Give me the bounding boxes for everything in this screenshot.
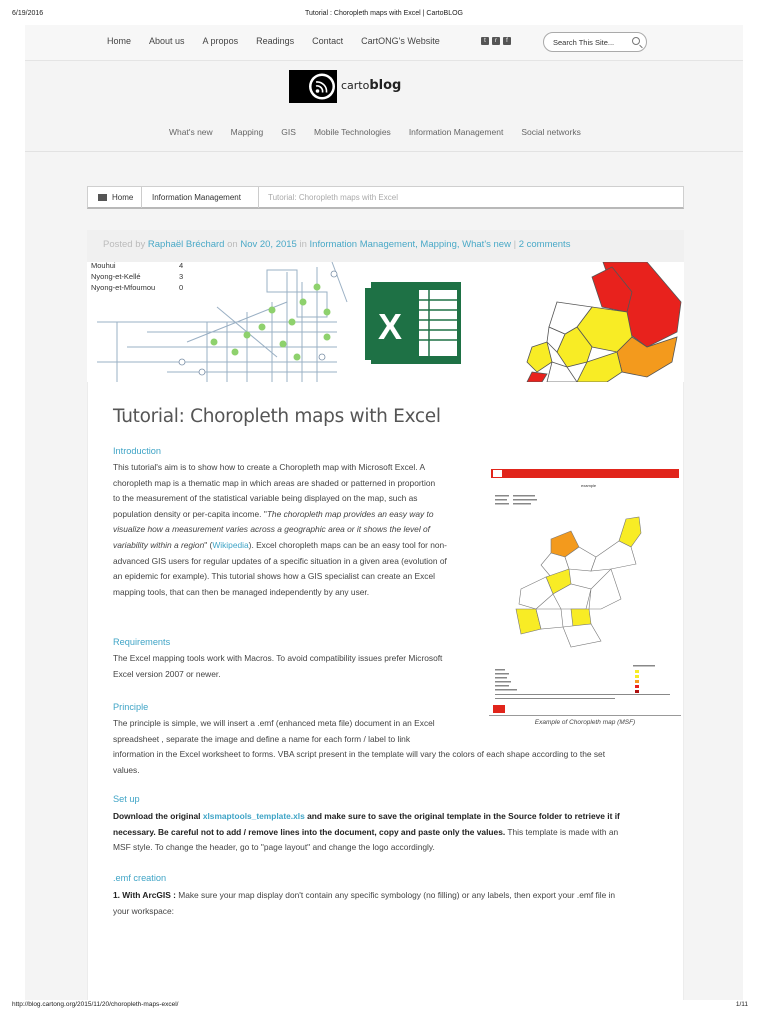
rss-icon[interactable]: r xyxy=(492,37,500,45)
setup-paragraph xyxy=(113,809,673,856)
meta-in: in xyxy=(299,239,307,250)
intro-wiki-open: " ( xyxy=(204,539,213,550)
excel-letter: X xyxy=(378,306,403,347)
search-placeholder: Search This Site... xyxy=(553,38,615,47)
featured-image-banner xyxy=(87,262,684,382)
intro-quote: The choropleth map provides an easy way to xyxy=(266,508,434,519)
principle-paragraph xyxy=(113,716,673,778)
banner-table-value: 4 xyxy=(179,262,184,270)
meta-comments-link[interactable]: 2 comments xyxy=(518,239,571,250)
intro-line: mapping tools, that can then be managed independently by any user. xyxy=(113,586,370,597)
breadcrumb xyxy=(87,186,684,209)
section-heading-setup: Set up xyxy=(113,794,140,804)
figure-choropleth-example xyxy=(491,469,679,726)
site-page xyxy=(25,25,743,1000)
template-download-link[interactable]: xlsmaptools_template.xls xyxy=(202,811,305,821)
banner-table-name: Nyong-et-Kellé xyxy=(91,272,141,281)
emf-paragraph xyxy=(113,888,673,919)
figure-map-image xyxy=(491,469,679,715)
intro-line: choropleth map is a thematic map in which areas are shaded or patterned in proportion xyxy=(113,477,436,488)
banner-table-name: Nyong-et-Mfoumou xyxy=(91,283,156,292)
meta-author-link[interactable]: Raphaël Bréchard xyxy=(147,239,225,250)
figure-map-title: example xyxy=(581,483,597,488)
top-menu-item-cartong-website[interactable]: CartONG's Website xyxy=(361,36,440,46)
meta-categories-link[interactable]: Information Management, Mapping, What's new xyxy=(309,239,511,250)
social-icons xyxy=(481,37,511,45)
logo-prefix: carto xyxy=(341,79,370,92)
home-icon[interactable] xyxy=(98,194,107,201)
excel-logo-icon xyxy=(365,282,461,364)
breadcrumb-separator xyxy=(141,187,142,208)
principle-line: information in the Excel worksheet to forms. VBA script present in the template will vary the colors of each shape according to the set xyxy=(113,749,606,760)
intro-after-wiki: ). Excel choropleth maps can be an easy tool for non- xyxy=(248,539,447,550)
setup-bold-text: Download the original xyxy=(113,811,203,821)
category-item-mapping[interactable]: Mapping xyxy=(230,127,264,137)
requirements-line: The Excel mapping tools work with Macros. To avoid compatibility issues prefer Microsoft xyxy=(113,653,443,663)
emf-text: your workspace: xyxy=(113,905,174,916)
section-heading-emf-creation: .emf creation xyxy=(113,873,167,883)
cartoblog-logo[interactable] xyxy=(289,70,401,103)
breadcrumb-home[interactable]: Home xyxy=(112,193,134,202)
banner-table-value: 3 xyxy=(179,272,184,281)
print-header xyxy=(12,10,756,22)
intro-quote-line: visualize how a measurement varies across a geographic area or it shows the level of xyxy=(113,524,431,535)
intro-line: an epidemic for example). This tutorial shows how a GIS specialist can create an Excel xyxy=(113,571,435,582)
logo-wordmark xyxy=(341,78,401,93)
search-input[interactable] xyxy=(543,32,647,52)
meta-on: on xyxy=(227,239,238,250)
breadcrumb-category[interactable]: Information Management xyxy=(152,193,241,202)
logo-rss-icon xyxy=(289,70,337,103)
principle-line: values. xyxy=(113,764,140,775)
principle-line: The principle is simple, we will insert a .emf (enhanced meta file) document in an Excel xyxy=(113,718,435,728)
top-menu xyxy=(107,36,458,46)
category-item-information-management[interactable]: Information Management xyxy=(408,127,504,137)
banner-table-value: 0 xyxy=(179,283,184,292)
article-content xyxy=(87,382,684,1000)
setup-bold-text: necessary. Be careful not to add / remove lines into the document, copy and paste only the values. xyxy=(113,826,506,837)
meta-posted-by: Posted by xyxy=(103,239,146,250)
category-item-social-networks[interactable]: Social networks xyxy=(521,127,581,137)
category-item-gis[interactable]: GIS xyxy=(281,127,296,137)
category-item-mobile-technologies[interactable]: Mobile Technologies xyxy=(313,127,391,137)
wikipedia-link[interactable]: Wikipedia xyxy=(212,539,249,550)
meta-separator: | xyxy=(513,239,517,250)
emf-text: Make sure your map display don't contain any specific symbology (no filling) or any labels, then export your .emf file in xyxy=(175,890,616,900)
principle-line: spreadsheet , separate the image and define a name for each form / label to link xyxy=(113,733,411,744)
top-menu-item-about-us[interactable]: About us xyxy=(149,36,185,46)
intro-paragraph xyxy=(113,460,483,600)
logo-mark xyxy=(289,70,337,103)
setup-text: MSF style. To change the header, go to "page layout" and change the logo accordingly. xyxy=(113,842,435,853)
emf-bold-text: 1. With ArcGIS : xyxy=(113,890,176,900)
requirements-paragraph xyxy=(113,651,483,682)
section-heading-principle: Principle xyxy=(113,702,149,712)
category-navigation xyxy=(25,116,743,152)
search-icon[interactable] xyxy=(632,37,640,45)
print-page-number: 1/11 xyxy=(735,1001,748,1008)
setup-text: This template is made with an xyxy=(505,826,619,837)
top-menu-item-home[interactable]: Home xyxy=(107,36,132,46)
banner-illustration xyxy=(87,262,684,382)
banner-table-name: Mouhui xyxy=(91,262,116,270)
category-menu xyxy=(169,127,599,137)
breadcrumb-separator xyxy=(258,187,259,208)
requirements-line: Excel version 2007 or newer. xyxy=(113,668,221,679)
logo-suffix: blog xyxy=(369,78,402,93)
article-title: Tutorial: Choropleth maps with Excel xyxy=(113,406,441,427)
breadcrumb-current: Tutorial: Choropleth maps with Excel xyxy=(268,193,398,202)
intro-line: advanced GIS users for regular updates of a specific situation in a given area (evolution of xyxy=(113,555,447,566)
intro-line: This tutorial's aim is to show how to create a Choropleth map with Microsoft Excel. A xyxy=(113,462,426,472)
twitter-icon[interactable]: t xyxy=(481,37,489,45)
category-item-whats-new[interactable]: What's new xyxy=(169,127,213,137)
print-title: Tutorial : Choropleth maps with Excel | CartoBLOG xyxy=(305,10,463,17)
top-menu-item-readings[interactable]: Readings xyxy=(256,36,295,46)
post-meta xyxy=(87,230,684,262)
top-menu-item-a-propos[interactable]: A propos xyxy=(202,36,239,46)
print-date: 6/19/2016 xyxy=(12,10,44,17)
print-url: http://blog.cartong.org/2015/11/20/choropleth-maps-excel/ xyxy=(12,1001,179,1008)
figure-caption: Example of Choropleth map (MSF) xyxy=(534,719,636,726)
top-navigation xyxy=(25,25,743,61)
section-heading-introduction: Introduction xyxy=(113,446,162,456)
intro-quote-line: variability within a region xyxy=(113,539,205,550)
section-heading-requirements: Requirements xyxy=(113,637,171,647)
meta-date-link[interactable]: Nov 20, 2015 xyxy=(240,239,297,250)
setup-bold-text: and make sure to save the original template in the Source folder to retrieve it if xyxy=(304,811,620,821)
intro-line: to the measurement of the statistical variable being displayed on the map, such as xyxy=(113,493,418,504)
intro-line: population density or per-capita income. " xyxy=(113,508,267,519)
top-menu-item-contact[interactable]: Contact xyxy=(312,36,344,46)
facebook-icon[interactable]: f xyxy=(503,37,511,45)
print-footer xyxy=(12,1001,756,1011)
